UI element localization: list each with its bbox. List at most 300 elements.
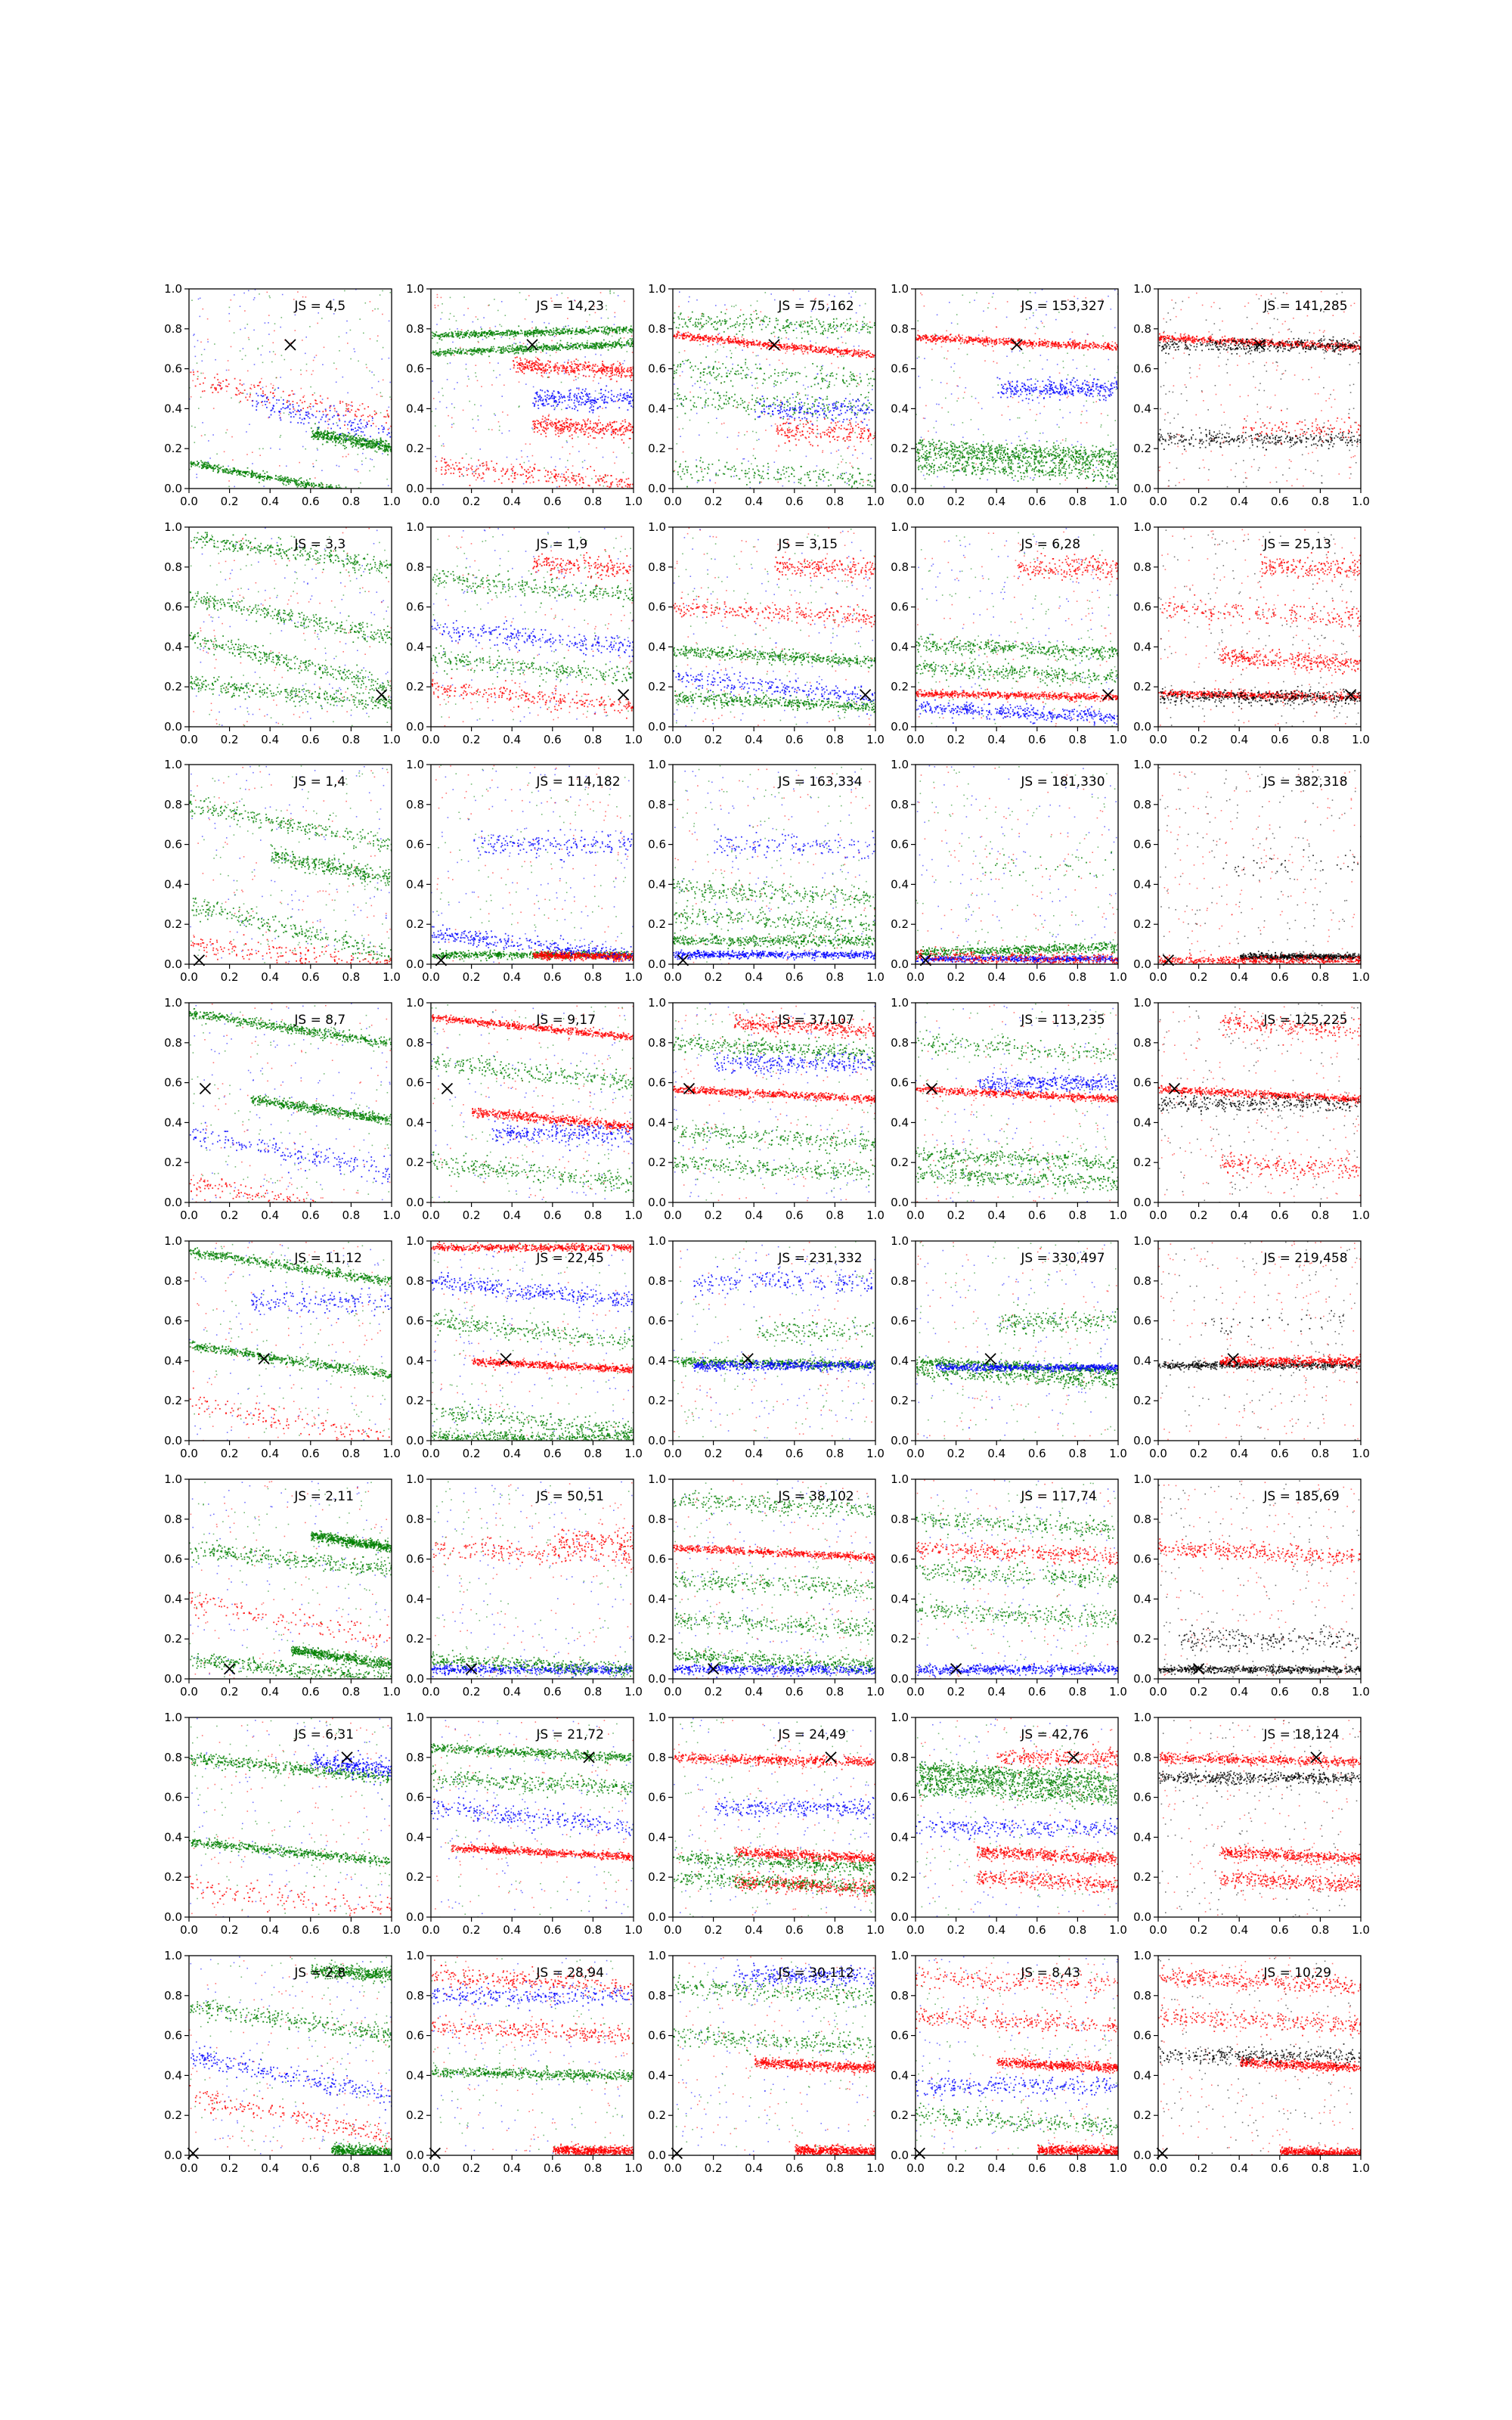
scatter-point: [193, 370, 194, 371]
scatter-point: [723, 408, 724, 409]
scatter-point: [542, 418, 544, 420]
scatter-point: [284, 412, 285, 414]
scatter-point: [369, 470, 370, 472]
scatter-point: [470, 353, 472, 355]
scatter-point: [286, 481, 287, 482]
scatter-point: [557, 422, 559, 424]
scatter-point: [309, 417, 311, 419]
scatter-point: [332, 417, 333, 418]
scatter-point: [518, 349, 519, 351]
scatter-point: [618, 327, 619, 328]
scatter-point: [624, 371, 625, 373]
scatter-point: [355, 414, 356, 415]
scatter-point: [779, 342, 780, 343]
scatter-point: [697, 482, 699, 483]
scatter-point: [228, 466, 229, 467]
scatter-point: [476, 316, 477, 318]
scatter-point: [559, 402, 560, 403]
scatter-point: [332, 441, 333, 442]
scatter-point: [244, 389, 246, 391]
scatter-point: [500, 332, 502, 334]
scatter-point: [268, 417, 270, 418]
scatter-point: [611, 394, 612, 396]
scatter-point: [302, 396, 304, 398]
scatter-point: [582, 479, 584, 481]
scatter-point: [538, 366, 539, 368]
scatter-point: [379, 441, 380, 442]
scatter-point: [358, 490, 359, 492]
scatter-point: [556, 334, 557, 335]
scatter-point: [383, 429, 384, 430]
scatter-point: [769, 365, 770, 366]
scatter-point: [355, 411, 357, 412]
scatter-point: [355, 469, 356, 470]
scatter-point: [241, 384, 243, 386]
scatter-point: [838, 449, 840, 451]
scatter-point: [558, 399, 559, 401]
scatter-point: [848, 293, 850, 294]
scatter-point: [804, 389, 806, 390]
scatter-point: [567, 318, 569, 319]
scatter-point: [441, 469, 442, 470]
scatter-point: [569, 328, 570, 330]
scatter-point: [339, 466, 340, 467]
scatter-point: [541, 404, 543, 405]
scatter-point: [303, 424, 305, 425]
scatter-point: [857, 321, 858, 322]
scatter-point: [527, 336, 528, 337]
scatter-point: [572, 434, 573, 436]
scatter-point: [197, 371, 199, 373]
scatter-point: [803, 385, 804, 386]
scatter-point: [532, 421, 534, 423]
scatter-point: [606, 344, 607, 346]
scatter-point: [486, 465, 488, 467]
scatter-point: [563, 327, 565, 328]
scatter-point: [287, 402, 288, 403]
scatter-point: [528, 473, 529, 474]
scatter-point: [536, 343, 538, 345]
scatter-point: [293, 416, 295, 417]
scatter-point: [528, 333, 529, 334]
scatter-point: [478, 460, 479, 461]
scatter-point: [283, 478, 284, 479]
y-tick-label: 0.6: [406, 362, 424, 376]
scatter-point: [327, 434, 329, 436]
scatter-point: [495, 351, 497, 352]
scatter-point: [370, 425, 372, 427]
scatter-point: [345, 486, 347, 488]
scatter-point: [591, 346, 593, 347]
scatter-point: [519, 381, 520, 383]
scatter-point: [383, 445, 384, 446]
scatter-point: [583, 402, 584, 403]
scatter-point: [584, 332, 586, 334]
scatter-point: [528, 361, 529, 363]
scatter-point: [598, 330, 600, 332]
scatter-point: [627, 486, 628, 488]
scatter-point: [544, 334, 545, 335]
scatter-point: [227, 430, 228, 431]
scatter-point: [443, 354, 445, 355]
scatter-point: [525, 481, 527, 482]
scatter-point: [631, 452, 633, 454]
scatter-point: [348, 454, 349, 455]
scatter-point: [367, 422, 368, 424]
scatter-point: [726, 309, 727, 311]
scatter-point: [609, 486, 610, 488]
scatter-point: [351, 430, 352, 431]
scatter-point: [561, 382, 562, 383]
scatter-point: [804, 405, 805, 406]
scatter-point: [300, 374, 302, 375]
scatter-point: [437, 296, 438, 298]
scatter-point: [389, 445, 390, 447]
scatter-point: [608, 397, 609, 399]
scatter-point: [621, 427, 622, 429]
scatter-point: [372, 492, 373, 494]
scatter-point: [625, 377, 627, 378]
scatter-point: [289, 411, 290, 413]
scatter-point: [336, 422, 338, 424]
scatter-point: [225, 470, 226, 471]
scatter-point: [547, 330, 548, 331]
scatter-point: [231, 397, 232, 399]
scatter-point: [193, 374, 194, 375]
scatter-point: [387, 434, 389, 436]
scatter-point: [240, 474, 241, 476]
scatter-point: [466, 353, 468, 355]
scatter-point: [287, 405, 289, 407]
scatter-point: [294, 393, 296, 395]
scatter-point: [628, 478, 630, 479]
scatter-point: [622, 433, 624, 435]
scatter-point: [376, 495, 377, 496]
scatter-point: [574, 395, 575, 396]
scatter-point: [550, 334, 551, 336]
scatter-point: [816, 465, 818, 467]
scatter-point: [802, 321, 804, 322]
scatter-point: [367, 406, 369, 408]
scatter-point: [197, 362, 198, 364]
scatter-point: [842, 342, 844, 343]
scatter-point: [300, 483, 302, 485]
scatter-point: [862, 453, 863, 455]
scatter-point: [383, 428, 385, 430]
scatter-point: [559, 334, 560, 335]
scatter-point: [603, 330, 605, 332]
scatter-point: [541, 334, 542, 336]
scatter-point: [556, 480, 557, 482]
scatter-point: [532, 402, 534, 404]
scatter-point: [602, 437, 603, 439]
scatter-point: [295, 315, 296, 316]
scatter-point: [627, 409, 629, 411]
scatter-point: [705, 406, 706, 408]
scatter-point: [626, 375, 627, 377]
scatter-point: [616, 327, 618, 328]
scatter-point: [562, 328, 563, 330]
scatter-point: [591, 402, 593, 403]
scatter-point: [196, 474, 197, 476]
scatter-point: [826, 353, 827, 355]
scatter-point: [355, 492, 356, 494]
scatter-point: [366, 364, 367, 365]
scatter-point: [627, 483, 628, 485]
scatter-point: [578, 401, 580, 402]
scatter-point: [631, 393, 633, 395]
scatter-point: [574, 361, 575, 362]
scatter-point: [276, 402, 277, 404]
scatter-point: [457, 330, 459, 332]
scatter-point: [225, 433, 227, 434]
scatter-point: [376, 394, 378, 396]
scatter-point: [562, 473, 563, 475]
scatter-point: [584, 427, 586, 428]
scatter-point: [718, 361, 720, 363]
scatter-point: [774, 336, 776, 337]
scatter-point: [631, 336, 633, 337]
scatter-point: [603, 479, 604, 481]
scatter-point: [448, 466, 450, 467]
scatter-panel: [164, 282, 401, 508]
scatter-point: [580, 396, 581, 398]
scatter-point: [450, 335, 451, 337]
scatter-point: [848, 440, 850, 442]
scatter-point: [197, 465, 198, 467]
scatter-point: [265, 476, 266, 477]
scatter-point: [200, 397, 202, 399]
scatter-point: [551, 421, 553, 423]
scatter-point: [611, 390, 612, 392]
scatter-point: [553, 400, 555, 402]
scatter-point: [267, 292, 268, 293]
scatter-point: [474, 404, 476, 405]
scatter-point: [618, 481, 620, 482]
scatter-point: [358, 471, 359, 473]
scatter-point: [371, 387, 373, 389]
scatter-point: [497, 334, 498, 335]
scatter-point: [807, 353, 809, 355]
scatter-point: [313, 415, 314, 417]
scatter-point: [197, 340, 199, 342]
scatter-point: [514, 350, 516, 352]
scatter-point: [556, 345, 557, 346]
scatter-point: [621, 486, 623, 488]
scatter-point: [338, 489, 339, 491]
scatter-point: [510, 349, 511, 350]
scatter-point: [385, 416, 386, 417]
scatter-point: [736, 324, 738, 325]
scatter-point: [582, 344, 584, 346]
scatter-point: [547, 394, 548, 396]
scatter-point: [368, 495, 370, 496]
scatter-point: [576, 328, 578, 330]
scatter-point: [513, 348, 514, 349]
scatter-point: [345, 421, 346, 423]
scatter-point: [336, 382, 337, 383]
scatter-point: [606, 402, 608, 403]
scatter-point: [432, 332, 433, 334]
scatter-point: [380, 495, 381, 496]
scatter-point: [460, 347, 461, 349]
scatter-point: [365, 496, 367, 498]
scatter-point: [197, 477, 198, 479]
scatter-point: [582, 389, 584, 390]
scatter-point: [569, 427, 570, 428]
scatter-point: [316, 460, 318, 461]
scatter-point: [388, 433, 389, 434]
scatter-point: [234, 378, 236, 380]
scatter-point: [578, 404, 580, 405]
scatter-point: [623, 432, 624, 433]
scatter-point: [631, 340, 633, 341]
scatter-point: [838, 351, 840, 352]
scatter-point: [555, 475, 556, 476]
scatter-point: [370, 492, 372, 494]
scatter-point: [592, 412, 593, 414]
scatter-point: [478, 468, 479, 470]
scatter-point: [445, 473, 447, 474]
scatter-point: [233, 467, 234, 469]
scatter-point: [545, 470, 547, 471]
scatter-point: [376, 340, 378, 342]
scatter-point: [337, 489, 339, 491]
scatter-point: [494, 299, 495, 300]
scatter-point: [305, 448, 306, 450]
scatter-point: [488, 469, 490, 470]
scatter-point: [368, 420, 370, 422]
scatter-point: [550, 330, 552, 331]
scatter-point: [208, 463, 209, 464]
scatter-point: [539, 368, 541, 369]
scatter-point: [437, 294, 438, 296]
scatter-point: [308, 413, 309, 414]
scatter-point: [733, 306, 735, 308]
scatter-point: [214, 464, 215, 466]
scatter-point: [623, 442, 624, 444]
scatter-point: [521, 450, 522, 451]
scatter-point: [451, 334, 453, 336]
scatter-point: [347, 491, 349, 492]
scatter-point: [490, 333, 491, 334]
scatter-point: [494, 469, 496, 470]
scatter-point: [630, 401, 631, 402]
scatter-point: [356, 416, 358, 417]
scatter-point: [774, 299, 776, 301]
scatter-point: [581, 369, 583, 371]
scatter-point: [290, 421, 292, 423]
scatter-point: [533, 336, 534, 337]
scatter-point: [810, 316, 812, 318]
scatter-point: [715, 352, 717, 353]
scatter-point: [575, 427, 576, 428]
scatter-point: [352, 446, 353, 448]
scatter-point: [569, 482, 571, 483]
scatter-point: [325, 421, 327, 423]
scatter-point: [522, 457, 523, 458]
scatter-point: [610, 344, 612, 346]
scatter-point: [844, 331, 846, 333]
scatter-point: [545, 399, 547, 400]
scatter-point: [533, 482, 534, 483]
scatter-point: [546, 332, 547, 334]
scatter-point: [466, 368, 467, 370]
scatter-point: [499, 374, 500, 376]
scatter-point: [243, 475, 244, 476]
scatter-point: [490, 351, 491, 352]
scatter-point: [609, 330, 611, 331]
scatter-point: [363, 333, 364, 334]
scatter-point: [356, 470, 358, 471]
scatter-point: [207, 339, 209, 340]
scatter-point: [364, 443, 366, 445]
scatter-point: [451, 424, 453, 426]
scatter-point: [358, 441, 360, 442]
scatter-point: [590, 333, 592, 334]
scatter-point: [249, 424, 250, 425]
scatter-point: [314, 483, 315, 485]
scatter-point: [326, 490, 327, 492]
scatter-point: [381, 448, 383, 450]
scatter-point: [527, 365, 528, 366]
scatter-point: [535, 361, 537, 362]
scatter-point: [537, 427, 538, 429]
scatter-point: [373, 440, 375, 442]
scatter-point: [568, 325, 569, 327]
scatter-point: [823, 349, 824, 351]
scatter-point: [544, 430, 545, 432]
scatter-point: [297, 486, 299, 488]
scatter-point: [571, 366, 572, 368]
scatter-point: [550, 355, 551, 356]
scatter-point: [234, 332, 235, 334]
y-tick-label: 0.4: [164, 402, 182, 415]
scatter-point: [207, 464, 209, 466]
scatter-point: [683, 428, 684, 430]
scatter-point: [549, 367, 550, 368]
scatter-point: [488, 355, 490, 357]
scatter-point: [282, 477, 284, 479]
scatter-point: [272, 408, 274, 410]
scatter-point: [622, 369, 624, 371]
scatter-point: [583, 346, 584, 347]
scatter-point: [551, 346, 553, 347]
scatter-point: [513, 466, 514, 467]
scatter-point: [544, 467, 545, 469]
scatter-point: [572, 346, 573, 347]
scatter-point: [699, 435, 700, 436]
scatter-point: [342, 433, 343, 434]
scatter-point: [546, 401, 547, 402]
scatter-point: [521, 345, 522, 346]
scatter-point: [347, 428, 349, 430]
scatter-point: [530, 482, 531, 484]
scatter-point: [355, 427, 356, 429]
scatter-point: [475, 470, 476, 472]
scatter-point: [311, 482, 312, 484]
scatter-point: [525, 351, 526, 352]
scatter-point: [290, 413, 292, 414]
scatter-point: [553, 332, 555, 334]
scatter-point: [361, 464, 363, 465]
scatter-point: [599, 479, 600, 480]
scatter-point: [624, 393, 625, 395]
scatter-point: [359, 405, 361, 406]
scatter-point: [347, 392, 349, 394]
scatter-point: [602, 424, 603, 426]
scatter-point: [674, 383, 675, 385]
